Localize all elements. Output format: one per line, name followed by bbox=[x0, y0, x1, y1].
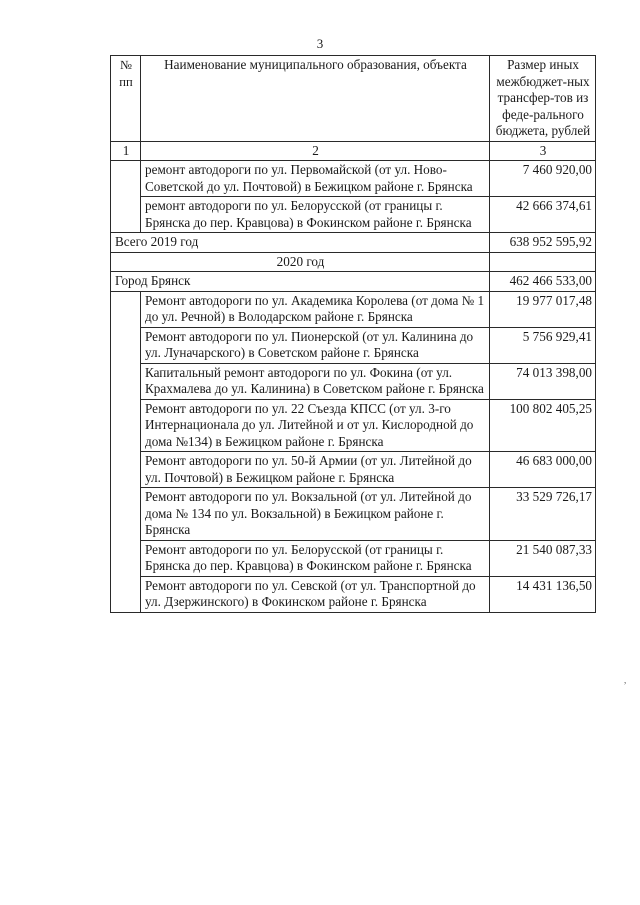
table-row bbox=[111, 488, 596, 541]
object-amount: 33 529 726,17 bbox=[490, 488, 596, 541]
object-name: Ремонт автодороги по ул. Севской (от ул. Транспортной до ул. Дзержинского) в Фокинском районе г. Брянска bbox=[141, 576, 490, 612]
table-row bbox=[111, 576, 596, 612]
total-2019-amount: 638 952 595,92 bbox=[490, 233, 596, 253]
number-cell bbox=[111, 161, 141, 233]
object-amount: 19 977 017,48 bbox=[490, 291, 596, 327]
table-row bbox=[111, 363, 596, 399]
object-name: Ремонт автодороги по ул. 50-й Армии (от ул. Литейной до ул. Почтовой) в Бежицком районе г. Брянска bbox=[141, 452, 490, 488]
header-number: № пп bbox=[111, 56, 141, 142]
object-name: ремонт автодороги по ул. Первомайской (от ул. Ново-Советской до ул. Почтовой) в Бежицком районе г. Брянска bbox=[141, 161, 490, 197]
table-row bbox=[111, 452, 596, 488]
column-index-3: 3 bbox=[490, 141, 596, 161]
object-name: Ремонт автодороги по ул. Академика Королева (от дома № 1 до ул. Речной) в Володарском районе г. Брянска bbox=[141, 291, 490, 327]
object-amount: 74 013 398,00 bbox=[490, 363, 596, 399]
object-name: Капитальный ремонт автодороги по ул. Фокина (от ул. Крахмалева до ул. Калинина) в Советском районе г. Брянска bbox=[141, 363, 490, 399]
table-row bbox=[111, 327, 596, 363]
table-row bbox=[111, 291, 596, 327]
object-name: Ремонт автодороги по ул. Вокзальной (от ул. Литейной до дома № 134 по ул. Вокзальной) в Бежицком районе г. Брянска bbox=[141, 488, 490, 541]
year-2020-row bbox=[111, 252, 596, 272]
city-row bbox=[111, 272, 596, 292]
object-amount: 100 802 405,25 bbox=[490, 399, 596, 452]
object-amount: 46 683 000,00 bbox=[490, 452, 596, 488]
object-name: Ремонт автодороги по ул. Пионерской (от ул. Калинина до ул. Луначарского) в Советском районе г. Брянска bbox=[141, 327, 490, 363]
table-row bbox=[111, 540, 596, 576]
table-row bbox=[111, 399, 596, 452]
year-2020-empty bbox=[490, 252, 596, 272]
table-row bbox=[111, 161, 596, 197]
column-index-1: 1 bbox=[111, 141, 141, 161]
object-amount: 42 666 374,61 bbox=[490, 197, 596, 233]
table-header-row bbox=[111, 56, 596, 142]
object-name: Ремонт автодороги по ул. 22 Съезда КПСС (от ул. 3-го Интернационала до ул. Литейной и от ул. Кислородной до дома №134) в Бежицком районе г. Брянска bbox=[141, 399, 490, 452]
city-label: Город Брянск bbox=[111, 272, 490, 292]
number-cell bbox=[111, 291, 141, 612]
header-name: Наименование муниципального образования, объекта bbox=[141, 56, 490, 142]
total-2019-label: Всего 2019 год bbox=[111, 233, 490, 253]
object-name: ремонт автодороги по ул. Белорусской (от границы г. Брянска до пер. Кравцова) в Фокинском районе г. Брянска bbox=[141, 197, 490, 233]
table-row bbox=[111, 197, 596, 233]
object-amount: 21 540 087,33 bbox=[490, 540, 596, 576]
scan-speck: , bbox=[624, 675, 627, 685]
city-amount: 462 466 533,00 bbox=[490, 272, 596, 292]
column-index-2: 2 bbox=[141, 141, 490, 161]
object-amount: 5 756 929,41 bbox=[490, 327, 596, 363]
object-name: Ремонт автодороги по ул. Белорусской (от границы г. Брянска до пер. Кравцова) в Фокинском районе г. Брянска bbox=[141, 540, 490, 576]
transfers-table bbox=[110, 55, 596, 613]
page-number: 3 bbox=[316, 36, 324, 51]
header-amount: Размер иных межбюджет-ных трансфер-тов из феде-рального бюджета, рублей bbox=[490, 56, 596, 142]
total-2019-row bbox=[111, 233, 596, 253]
column-index-row bbox=[111, 141, 596, 161]
year-2020-label: 2020 год bbox=[111, 252, 490, 272]
object-amount: 7 460 920,00 bbox=[490, 161, 596, 197]
object-amount: 14 431 136,50 bbox=[490, 576, 596, 612]
